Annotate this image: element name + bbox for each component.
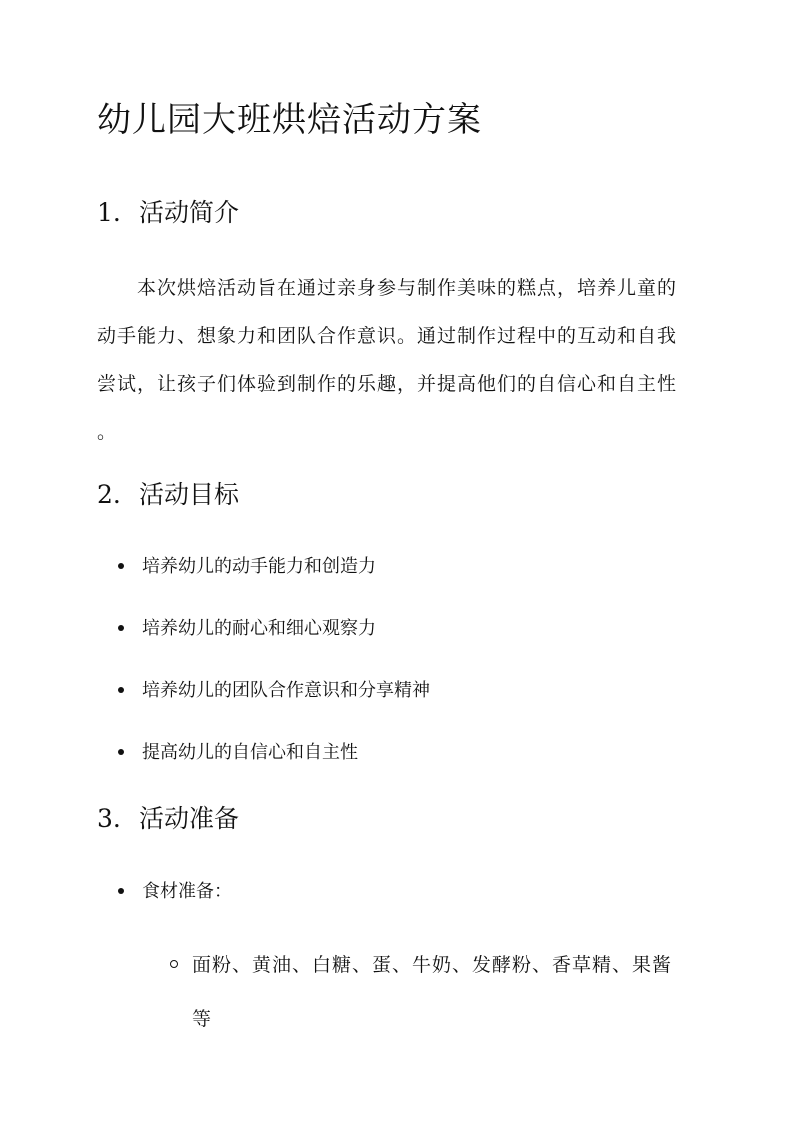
paragraph-line: 本次烘焙活动旨在通过亲身参与制作美味的糕点，培养儿童的 bbox=[97, 277, 678, 299]
section-title: 活动目标 bbox=[139, 480, 240, 509]
section-heading-intro bbox=[97, 196, 239, 230]
list-item-text: 培养幼儿的团队合作意识和分享精神 bbox=[142, 680, 430, 701]
bullet-icon bbox=[118, 625, 124, 631]
sub-list-line: 等 bbox=[192, 1008, 213, 1030]
list-item bbox=[118, 677, 430, 705]
bullet-icon bbox=[118, 888, 124, 894]
list-item bbox=[118, 878, 232, 906]
sub-list-text: 面粉、黄油、白糖、蛋、牛奶、发酵粉、香草精、果酱 bbox=[192, 954, 673, 976]
paragraph-line: 动手能力、想象力和团队合作意识。通过制作过程中的互动和自我 bbox=[97, 325, 678, 347]
list-item bbox=[118, 739, 358, 767]
section-title: 活动准备 bbox=[139, 804, 240, 833]
list-item-text: 食材准备： bbox=[142, 881, 232, 902]
section-number: 2. bbox=[97, 480, 121, 509]
paragraph-line: 。 bbox=[97, 421, 118, 443]
paragraph-line: 尝试，让孩子们体验到制作的乐趣，并提高他们的自信心和自主性 bbox=[97, 373, 678, 395]
list-item bbox=[118, 553, 376, 581]
bullet-icon bbox=[118, 563, 124, 569]
intro-paragraph bbox=[97, 264, 707, 456]
bullet-icon bbox=[118, 749, 124, 755]
list-item bbox=[118, 615, 376, 643]
list-item-text: 培养幼儿的耐心和细心观察力 bbox=[142, 618, 376, 639]
section-heading-preparation bbox=[97, 802, 239, 836]
list-item-text: 培养幼儿的动手能力和创造力 bbox=[142, 556, 376, 577]
document-title: 幼儿园大班烘焙活动方案 bbox=[97, 100, 482, 140]
section-heading-goals bbox=[97, 478, 239, 512]
section-title: 活动简介 bbox=[139, 198, 240, 227]
list-item-text: 提高幼儿的自信心和自主性 bbox=[142, 742, 358, 763]
bullet-icon bbox=[118, 687, 124, 693]
section-number: 1. bbox=[97, 198, 121, 227]
sub-list-item bbox=[170, 938, 710, 1046]
sub-list-line bbox=[170, 938, 710, 992]
hollow-bullet-icon bbox=[170, 960, 178, 968]
section-number: 3. bbox=[97, 804, 121, 833]
